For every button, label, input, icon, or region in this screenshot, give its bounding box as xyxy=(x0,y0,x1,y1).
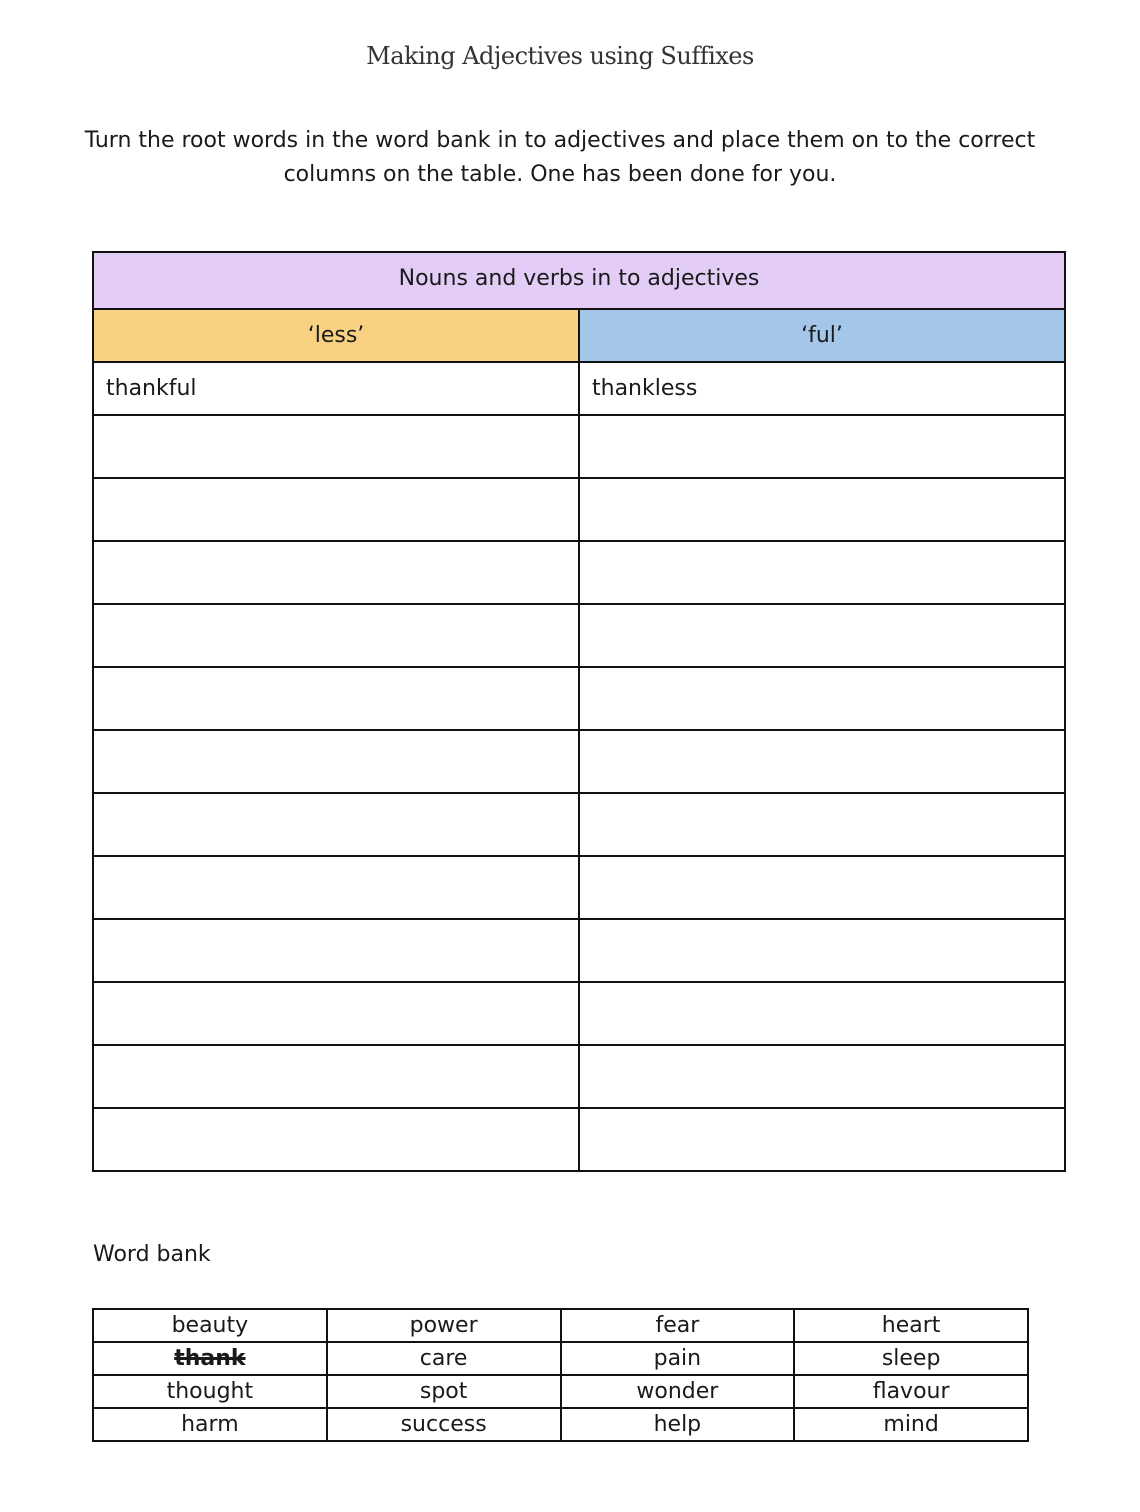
answer-cell-ful[interactable] xyxy=(579,730,1065,793)
answer-cell-less[interactable] xyxy=(93,478,579,541)
word-bank-cell: thought xyxy=(93,1375,327,1408)
answer-cell-ful[interactable] xyxy=(579,667,1065,730)
word-bank-cell: wonder xyxy=(561,1375,795,1408)
word-bank-cell: fear xyxy=(561,1309,795,1342)
example-cell-ful: thankless xyxy=(579,362,1065,415)
word-bank-cell: beauty xyxy=(93,1309,327,1342)
word-bank-table xyxy=(92,1308,1029,1442)
answer-row xyxy=(93,1108,1065,1171)
answer-cell-less[interactable] xyxy=(93,793,579,856)
answer-cell-less[interactable] xyxy=(93,541,579,604)
word-bank-row xyxy=(93,1309,1028,1342)
word-bank-cell: spot xyxy=(327,1375,561,1408)
answer-cell-ful[interactable] xyxy=(579,793,1065,856)
answer-cell-less[interactable] xyxy=(93,919,579,982)
adjectives-table xyxy=(92,251,1066,1172)
example-cell-less: thankful xyxy=(93,362,579,415)
word-bank-cell: pain xyxy=(561,1342,795,1375)
answer-row xyxy=(93,919,1065,982)
table-header: Nouns and verbs in to adjectives xyxy=(93,252,1065,309)
instructions: Turn the root words in the word bank in to adjectives and place them on to the correct columns on the table. One has been done for you. xyxy=(84,128,1036,187)
answer-cell-less[interactable] xyxy=(93,856,579,919)
word-bank-label: Word bank xyxy=(93,1242,211,1267)
word-bank-cell: sleep xyxy=(794,1342,1028,1375)
answer-cell-less[interactable] xyxy=(93,1045,579,1108)
answer-cell-ful[interactable] xyxy=(579,604,1065,667)
word-bank-cell: heart xyxy=(794,1309,1028,1342)
answer-cell-less[interactable] xyxy=(93,415,579,478)
answer-cell-ful[interactable] xyxy=(579,478,1065,541)
answer-cell-less[interactable] xyxy=(93,730,579,793)
answer-row xyxy=(93,793,1065,856)
answer-cell-ful[interactable] xyxy=(579,1108,1065,1171)
answer-cell-less[interactable] xyxy=(93,604,579,667)
struck-word: thank xyxy=(174,1346,246,1371)
page-title: Making Adjectives using Suffixes xyxy=(366,42,754,70)
answer-cell-ful[interactable] xyxy=(579,415,1065,478)
word-bank-cell: flavour xyxy=(794,1375,1028,1408)
answer-row xyxy=(93,667,1065,730)
answer-row xyxy=(93,730,1065,793)
answer-row xyxy=(93,1045,1065,1108)
word-bank-cell: success xyxy=(327,1408,561,1441)
answer-row xyxy=(93,478,1065,541)
answer-cell-ful[interactable] xyxy=(579,856,1065,919)
word-bank-cell: power xyxy=(327,1309,561,1342)
answer-row xyxy=(93,982,1065,1045)
answer-cell-ful[interactable] xyxy=(579,541,1065,604)
word-bank-cell-struck xyxy=(93,1342,327,1375)
answer-cell-ful[interactable] xyxy=(579,1045,1065,1108)
answer-row xyxy=(93,604,1065,667)
answer-row xyxy=(93,856,1065,919)
word-bank-cell: care xyxy=(327,1342,561,1375)
word-bank-row xyxy=(93,1375,1028,1408)
column-header-less: ‘less’ xyxy=(93,309,579,362)
answer-cell-ful[interactable] xyxy=(579,919,1065,982)
answer-cell-less[interactable] xyxy=(93,982,579,1045)
answer-cell-less[interactable] xyxy=(93,667,579,730)
answer-cell-less[interactable] xyxy=(93,1108,579,1171)
word-bank-cell: harm xyxy=(93,1408,327,1441)
answer-cell-ful[interactable] xyxy=(579,982,1065,1045)
answer-row xyxy=(93,415,1065,478)
word-bank-row xyxy=(93,1408,1028,1441)
answer-row xyxy=(93,541,1065,604)
word-bank-row xyxy=(93,1342,1028,1375)
example-row xyxy=(93,362,1065,415)
word-bank-cell: mind xyxy=(794,1408,1028,1441)
word-bank-cell: help xyxy=(561,1408,795,1441)
column-header-ful: ‘ful’ xyxy=(579,309,1065,362)
